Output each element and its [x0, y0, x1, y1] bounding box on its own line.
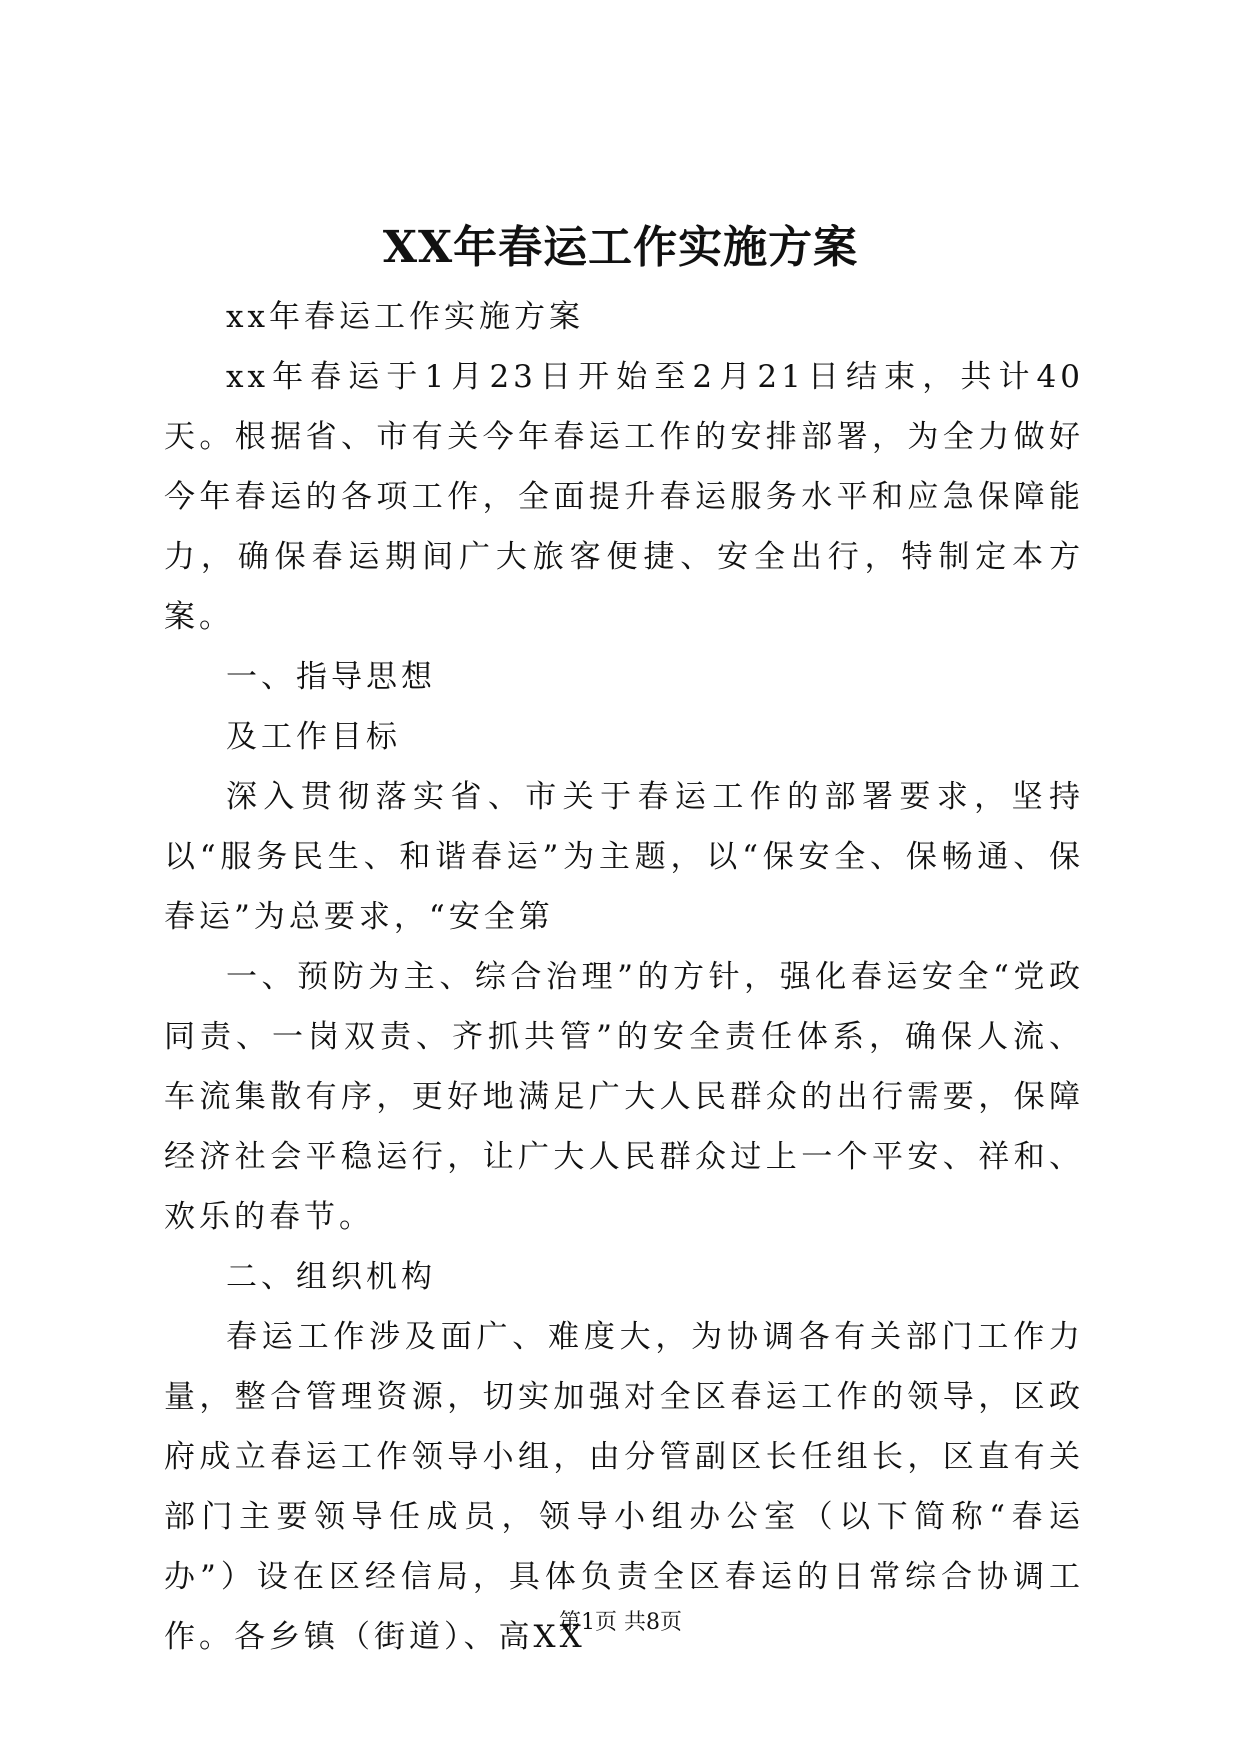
paragraph-subtitle: xx年春运工作实施方案	[226, 299, 584, 335]
section-heading-organization: 二、组织机构	[226, 1259, 436, 1295]
paragraph-intro: xx年春运于1月23日开始至2月21日结束，共计40天。根据省、市有关今年春运工作的安排部署，为全力做好今年春运的各项工作，全面提升春运服务水平和应急保障能力，确保春运期间广大旅客便捷、安全出行，特制定本方案。	[164, 359, 1084, 635]
document-title: XX年春运工作实施方案	[382, 222, 859, 273]
paragraph-principles: 一、预防为主、综合治理”的方针，强化春运安全“党政同责、一岗双责、齐抓共管”的安全责任体系，确保人流、车流集散有序，更好地满足广大人民群众的出行需要，保障经济社会平稳运行，让广大人民群众过上一个平安、祥和、欢乐的春节。	[164, 959, 1084, 1235]
section-heading-guiding-ideology: 一、指导思想	[226, 659, 436, 695]
paragraph-organization: 春运工作涉及面广、难度大，为协调各有关部门工作力量，整合管理资源，切实加强对全区春运工作的领导，区政府成立春运工作领导小组，由分管副区长任组长，区直有关部门主要领导任成员，领导小组办公室（以下简称“春运办”）设在区经信局，具体负责全区春运的日常综合协调工作。各乡镇（街道）、高XX	[164, 1319, 1084, 1655]
page-footer: 第1页 共8页	[559, 1610, 682, 1635]
document-body	[164, 287, 1084, 1667]
section-heading-work-goals: 及工作目标	[226, 719, 401, 755]
paragraph-guiding: 深入贯彻落实省、市关于春运工作的部署要求，坚持以“服务民生、和谐春运”为主题，以“保安全、保畅通、保春运”为总要求，“安全第	[164, 779, 1084, 935]
